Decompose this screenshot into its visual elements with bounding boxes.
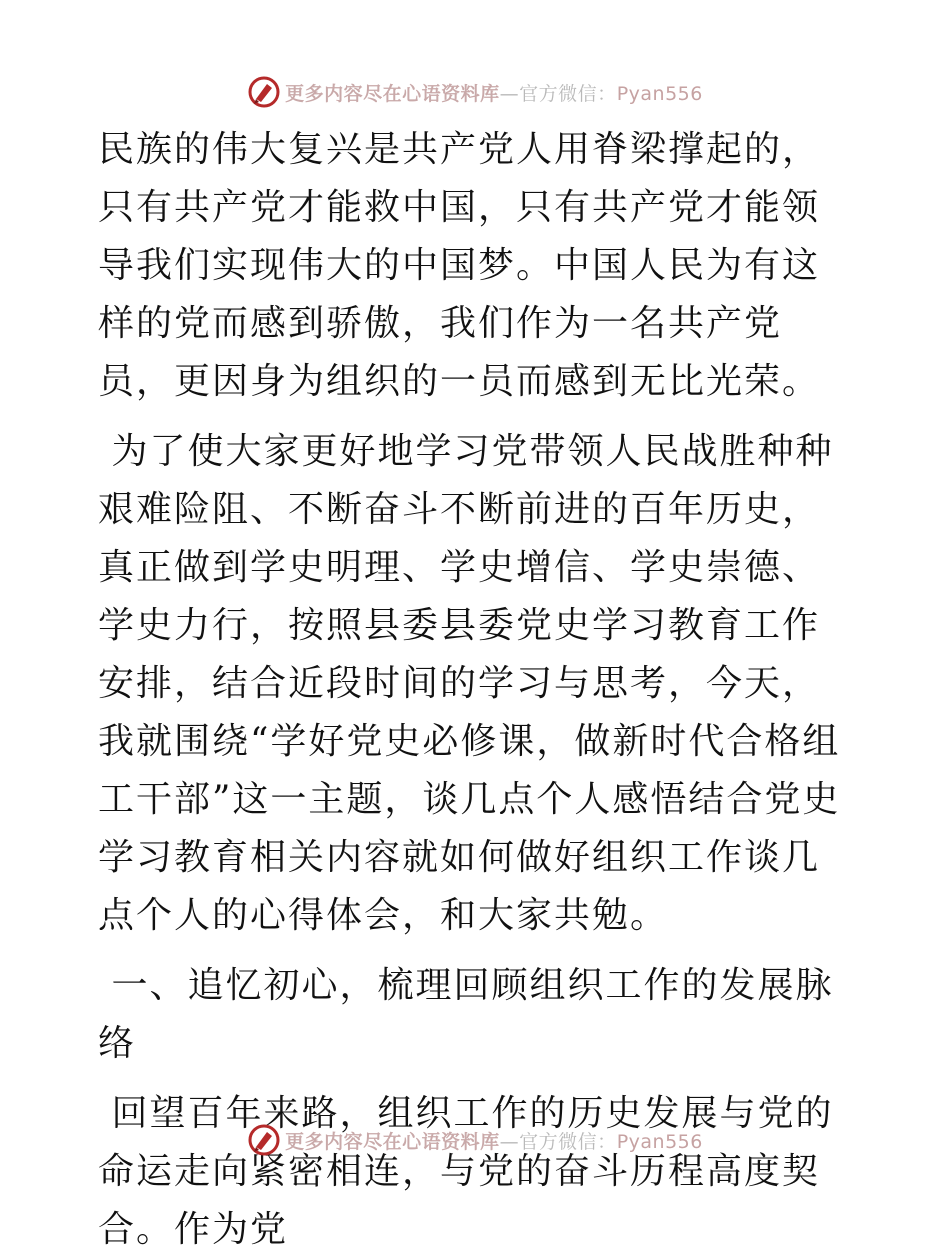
brand-logo-icon — [247, 75, 281, 109]
document-body — [98, 121, 850, 1259]
footer-watermark — [0, 1120, 950, 1160]
brand-logo-icon — [247, 1123, 281, 1157]
wechat-id: Pyan556 — [616, 82, 703, 105]
wechat-id: Pyan556 — [616, 1130, 703, 1153]
paragraph-3: 回望百年来路，组织工作的历史发展与党的命运走向紧密相连，与党的奋斗历程高度契合。作为党 — [98, 1093, 834, 1250]
paragraph-1: 民族的伟大复兴是共产党人用脊梁撑起的，只有共产党才能救中国，只有共产党才能领导我们实现伟大的中国梦。中国人民为有这样的党而感到骄傲，我们作为一名共产党员，更因身为组织的一员而感到无比光荣。 — [98, 129, 821, 402]
footer-watermark-text: 更多内容尽在心语资料库—官方微信：Pyan556 — [285, 1130, 703, 1153]
paragraph-2: 为了使大家更好地学习党带领人民战胜种种艰难险阻、不断奋斗不断前进的百年历史，真正做到学史明理、学史增信、学史崇德、学史力行，按照县委县委党史学习教育工作安排，结合近段时间的学习与思考，今天，我就围绕“学好党史必修课，做新时代合格组工干部”这一主题，谈几点个人感悟结合党史学习教育相关内容就如何做好组织工作谈几点个人的心得体会，和大家共勉。 — [98, 431, 841, 936]
section-heading: 一、追忆初心，梳理回顾组织工作的发展脉络 — [98, 965, 834, 1064]
header-watermark — [0, 72, 950, 112]
header-watermark-text: 更多内容尽在心语资料库—官方微信：Pyan556 — [285, 82, 703, 105]
